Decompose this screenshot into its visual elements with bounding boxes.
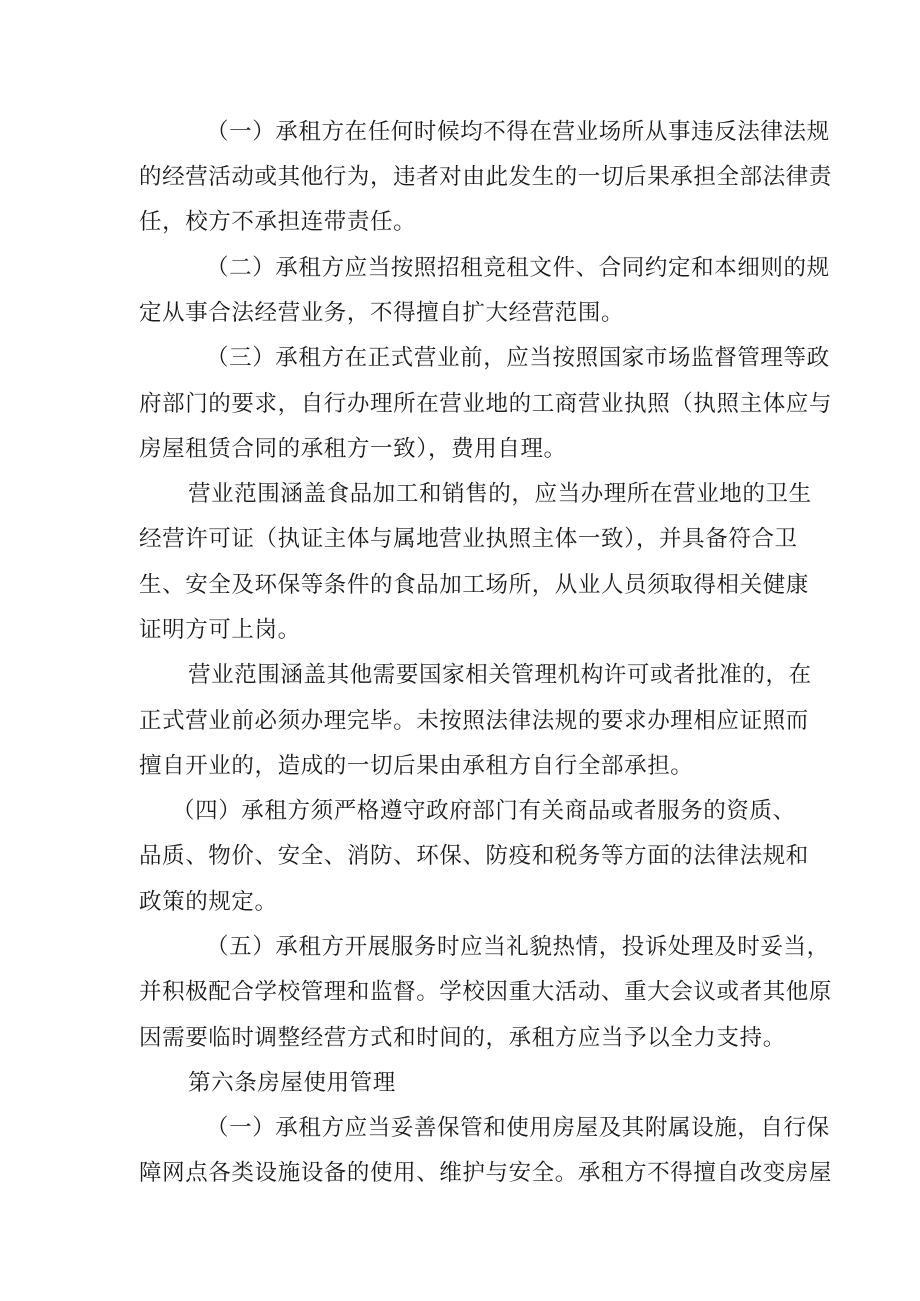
text-line: （三）承租方在正式营业前，应当按照国家市场监督管理等政 xyxy=(206,345,830,371)
text-line: （一）承租方在任何时候均不得在营业场所从事违反法律法规 xyxy=(206,119,830,145)
text-line: 政策的规定。 xyxy=(139,889,278,915)
text-line: 府部门的要求，自行办理所在营业地的工商营业执照（执照主体应与 xyxy=(139,391,833,417)
text-line: 擅自开业的，造成的一切后果由承租方自行全部承担。 xyxy=(139,753,694,779)
text-line: （二）承租方应当按照招租竞租文件、合同约定和本细则的规 xyxy=(206,255,830,281)
text-line: 生、安全及环保等条件的食品加工场所，从业人员须取得相关健康 xyxy=(139,572,809,598)
text-line: 障网点各类设施设备的使用、维护与安全。承租方不得擅自改变房屋 xyxy=(139,1160,833,1186)
text-line: 经营许可证（执证主体与属地营业执照主体一致），并具备符合卫 xyxy=(139,526,798,552)
section-heading: 第六条房屋使用管理 xyxy=(188,1070,396,1096)
text-line: 品质、物价、安全、消防、环保、防疫和税务等方面的法律法规和 xyxy=(139,843,809,869)
text-line: 营业范围涵盖食品加工和销售的，应当办理所在营业地的卫生 xyxy=(188,481,812,507)
text-line: （五）承租方开展服务时应当礼貌热情，投诉处理及时妥当， xyxy=(206,934,830,960)
text-line: 营业范围涵盖其他需要国家相关管理机构许可或者批准的，在 xyxy=(188,662,812,688)
text-line: 房屋租赁合同的承租方一致），费用自理。 xyxy=(139,436,567,462)
text-line: （四）承租方须严格遵守政府部门有关商品或者服务的资质、 xyxy=(172,798,796,824)
text-line: 的经营活动或其他行为，违者对由此发生的一切后果承担全部法律责 xyxy=(139,164,833,190)
text-line: 正式营业前必须办理完毕。未按照法律法规的要求办理相应证照而 xyxy=(139,708,809,734)
text-line: 证明方可上岗。 xyxy=(139,617,301,643)
text-line: 定从事合法经营业务，不得擅自扩大经营范围。 xyxy=(139,300,625,326)
text-line: 任，校方不承担连带责任。 xyxy=(139,209,417,235)
text-line: （一）承租方应当妥善保管和使用房屋及其附属设施，自行保 xyxy=(206,1115,830,1141)
text-line: 因需要临时调整经营方式和时间的，承租方应当予以全力支持。 xyxy=(139,1025,786,1051)
text-line: 并积极配合学校管理和监督。学校因重大活动、重大会议或者其他原 xyxy=(139,979,833,1005)
